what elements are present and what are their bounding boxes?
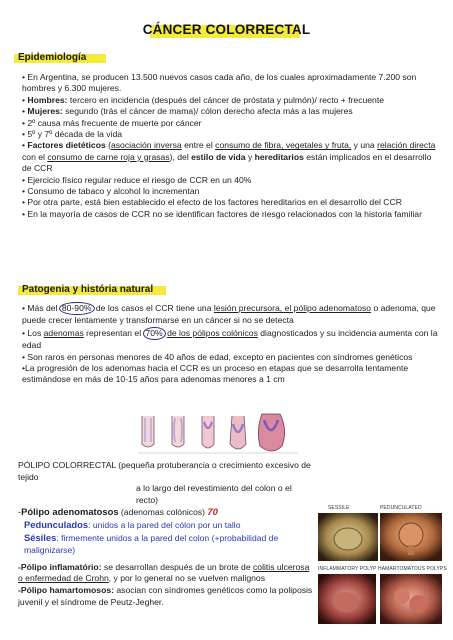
ham-label: -Pólipo hamartomosos: (18, 584, 114, 595)
pat-p2-b: representan el (83, 327, 144, 338)
epidemiologia-text (22, 72, 440, 220)
pat-p4: •La progresión de los adenomas hacia el CCR es un proceso en etapas que se desarrolla lentamente estimándose en más de 10-15 años para adenomas menores a 1 cm (22, 363, 409, 385)
ham-text: asocian con síndromes genéticos como la poliposis juvenil y el síndrome de Peutz-Jegher. (18, 584, 313, 607)
ses-text: : firmemente unidos a la pared del colon (+probabilidad de malignizarse) (24, 532, 279, 556)
factores-t1: ( (105, 140, 111, 151)
pat-p1-circled: 80-90% (59, 302, 95, 315)
adeno-label: Pólipo adenomatosos (21, 506, 119, 518)
ses-label: Sésiles (24, 531, 57, 543)
pat-p2-a: • Los (22, 327, 44, 338)
section-heading-patogenia (22, 284, 153, 295)
patogenia-text (22, 302, 440, 386)
title-block (0, 22, 453, 40)
factores-label: Factores dietéticos (27, 140, 106, 151)
sessile-polyp-photo (318, 513, 378, 561)
factores-t7: están implicados en el desarrollo de CCR (22, 151, 432, 174)
factores-b1: estilo de vida (191, 151, 246, 162)
adeno-note: 70 (207, 506, 218, 518)
factores-t2: entre el (181, 140, 216, 151)
pedunculated-polyp-photo (380, 513, 442, 561)
pat-p2 (22, 327, 440, 352)
stage-late-adenoma (230, 416, 246, 449)
epi-mujeres: • Mujeres: segundo (trás el cáncer de mama)/ cólon derecho afecta más a las mujeres (22, 106, 353, 117)
epi-tabaco: • Consumo de tabaco y alcohol lo incrementan (22, 186, 200, 197)
pat-p1-c: o adenoma, que puede crecer lentamente y transformarse en un cáncer si no se detecta (22, 303, 436, 326)
polipo-sesiles (18, 532, 313, 557)
epi-causa: • 2º causa más frecuente de muerte por cáncer (22, 117, 202, 128)
stage-hyperplasia (172, 416, 184, 447)
pat-p2-u2: de los pólipos colónicos (167, 327, 258, 338)
section-heading-epidemiologia (18, 52, 86, 63)
stage-early-adenoma (202, 416, 214, 448)
epi-mayoria: • En la mayoría de casos de CCR no se identifican factores de riesgo relacionados con la historia familiar (22, 208, 422, 219)
factores-u2: consumo de fibra, vegetales y fruta, (215, 140, 352, 151)
epi-hereditarios: • Por otra parte, está bien establecido el efecto de los factores hereditarios en el desarrollo del CCR (22, 197, 402, 208)
photo-label-pedunculated: PEDUNCULATED (380, 505, 422, 511)
factores-t3: y una (351, 140, 378, 151)
polipo-def-2: a lo largo del revestimiento del colon o el recto) (136, 483, 292, 505)
factores-u1: asociación inversa (110, 140, 182, 151)
pat-p2-u1: adenomas (43, 327, 84, 338)
factores-t6: y (245, 151, 255, 162)
polipo-inflamatorio (18, 562, 313, 585)
epi-ejercicio: • Ejercicio físico regular reduce el riesgo de CCR en un 40% (22, 174, 252, 185)
mujeres-label: Mujeres: (27, 106, 63, 117)
ped-text: : unidos a la pared del cólon por un tallo (88, 519, 241, 530)
pat-p1-u: lesión precursora, el pólipo adenomatoso (213, 303, 372, 313)
factores-b2: hereditarios (254, 151, 304, 162)
factores-u3: relación directa (377, 140, 436, 151)
hombres-label: Hombres: (27, 94, 68, 105)
pat-p1-b: de los casos el CCR tiene una (93, 303, 214, 313)
polipo-def: PÓLIPO COLORRECTAL (pequeña protuberancia o crecimiento excesivo de tejido (18, 460, 311, 482)
mujeres-text: segundo (trás el cáncer de mama)/ cólon derecho afecta más a las mujeres (62, 106, 353, 117)
polipo-section (18, 460, 313, 608)
adenoma-progression-figure (138, 410, 298, 460)
ped-label: Pedunculados (24, 518, 89, 530)
pat-p2-d: diagnosticados y su incidencia aumenta con la edad (22, 327, 438, 351)
photo-label-inflammatory: INFLAMMATORY POLYP (318, 566, 377, 572)
epi-intro: • En Argentina, se producen 13.500 nuevos casos cada año, de los cuales aproximadamente 7.200 son hombres y 6.300 mujeres. (22, 72, 417, 94)
infl-u: colitis ulcerosa o enfermedad de Crohn (18, 561, 310, 584)
pat-p2-circled: 70% (143, 327, 166, 340)
pat-p3: • Son raros en personas menores de 40 años de edad, excepto en pacientes con síndromes genéticos (22, 351, 413, 362)
infl-t1: se desarrollan después de un brote de (101, 561, 253, 572)
page-title: CÁNCER COLORRECTAL (142, 22, 311, 37)
epi-factores: • Factores dietéticos (asociación inversa entre el consumo de fibra, vegetales y fruta, y una relación directa con el consumo de carne roja y grasas), del estilo de vida y hereditarios están implicados en el desarrollo de CCR (22, 140, 436, 174)
stage-carcinoma (258, 414, 284, 451)
polipo-adenomatosos (18, 506, 313, 519)
section-heading-text: Epidemiología (18, 52, 87, 63)
factores-t4: con el (22, 151, 48, 162)
hombres-text: tercero en incidencia (después del cáncer de próstata y pulmón)/ recto + frecuente (67, 94, 385, 105)
stage-normal (142, 416, 154, 447)
adeno-text: (adenomas colónicos) (118, 507, 208, 518)
infl-label: -Pólipo inflamatório: (18, 561, 102, 572)
epi-decada: • 5º y 7º década de la vida (22, 129, 123, 140)
section-heading-text: Patogenia y história natural (22, 284, 154, 295)
pat-p1-a: • Más del (22, 303, 60, 313)
photo-label-hamartomatous: HAMARTOMATOUS POLYPS (378, 566, 447, 572)
adeno-dash: - (18, 506, 22, 518)
inflammatory-polyp-photo (318, 574, 376, 624)
epi-hombres: • Hombres: tercero en incidencia (después del cáncer de próstata y pulmón)/ recto + frecuente (22, 94, 385, 105)
photo-label-sessile: SESSILE (328, 505, 350, 511)
hamartomatous-polyps-photo (380, 574, 442, 624)
polipo-hamartomosos (18, 585, 313, 608)
factores-t5: ), del (169, 151, 192, 162)
pat-p1 (22, 302, 440, 327)
factores-u4: consumo de carne roja y grasas (47, 151, 170, 162)
infl-t2: , y por lo general no se vuelven malignos (108, 573, 265, 584)
polipo-pedunculados (18, 519, 313, 532)
